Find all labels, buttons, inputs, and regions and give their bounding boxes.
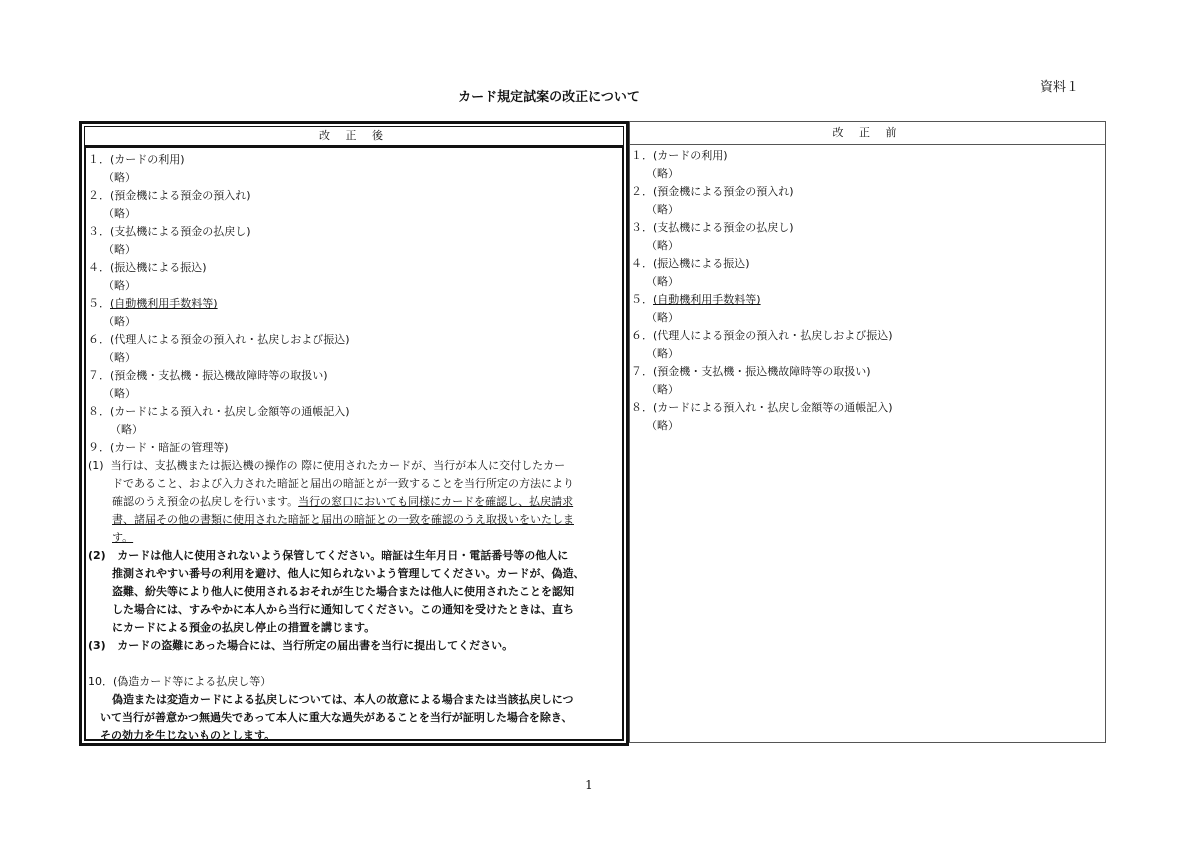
section-title-underlined: (自動機利用手数料等) bbox=[110, 297, 218, 310]
section-heading bbox=[631, 291, 1103, 309]
section-omitted: （略） bbox=[103, 387, 136, 400]
item-text: 盗難、紛失等により他人に使用されるおそれが生じた場合または他人に使用されたことを認知 bbox=[112, 585, 574, 598]
spacer bbox=[88, 655, 620, 673]
item-text-underlined: す。 bbox=[112, 531, 134, 544]
item-label: (2) bbox=[88, 549, 106, 562]
section-title-underlined: (自動機利用手数料等) bbox=[653, 293, 761, 306]
section-number: ５． bbox=[88, 297, 110, 310]
section-heading: ２．(預金機による預金の預入れ) bbox=[88, 189, 251, 202]
section10-heading: 10．(偽造カード等による払戻し等） bbox=[88, 675, 272, 688]
comparison-table bbox=[79, 121, 1106, 746]
section-omitted: （略） bbox=[646, 203, 679, 216]
item-text: にカードによる預金の払戻し停止の措置を講じます。 bbox=[112, 621, 376, 634]
column-header-before bbox=[630, 122, 1105, 145]
section-omitted: （略） bbox=[103, 171, 136, 184]
section-heading: ７．(預金機・支払機・振込機故障時等の取扱い) bbox=[631, 365, 871, 378]
item-label: (1) bbox=[88, 459, 104, 472]
before-text bbox=[631, 147, 1103, 435]
section-omitted: （略） bbox=[110, 423, 143, 436]
item-text-underlined: 当行の窓口においても同様にカードを確認し、払戻請求 bbox=[298, 495, 574, 508]
section-heading: ４．(振込機による振込) bbox=[631, 257, 750, 270]
section9-heading: ９．(カード・暗証の管理等) bbox=[88, 441, 229, 454]
section-heading: ３．(支払機による預金の払戻し) bbox=[88, 225, 251, 238]
section-heading: ４．(振込機による振込) bbox=[88, 261, 207, 274]
item-text: いて当行が善意かつ無過失であって本人に重大な過失があることを当行が証明した場合を除き、 bbox=[100, 711, 573, 724]
item-text: した場合には、すみやかに本人から当行に通知してください。この通知を受けたときは、直ち bbox=[112, 603, 574, 616]
section-omitted: （略） bbox=[103, 243, 136, 256]
section-heading: ２．(預金機による預金の預入れ) bbox=[631, 185, 794, 198]
column-header-after bbox=[84, 126, 624, 146]
section-omitted: （略） bbox=[646, 239, 679, 252]
page-title: カード規定試案の改正について bbox=[458, 90, 640, 105]
section-heading: １．(カードの利用) bbox=[88, 153, 185, 166]
item-text: 偽造または変造カードによる払戻しについては、本人の故意による場合または当該払戻しにつ bbox=[112, 693, 574, 706]
item-text: 推測されやすい番号の利用を避け、他人に知られないよう管理してください。カードが、偽造、 bbox=[112, 567, 585, 580]
column-header-after-label: 改 正 後 bbox=[319, 129, 389, 142]
section9-item2 bbox=[88, 547, 620, 637]
section-heading: ８．(カードによる預入れ・払戻し金額等の通帳記入) bbox=[88, 405, 350, 418]
item-text: ドであること、および入力された暗証と届出の暗証とが一致することを当行所定の方法により bbox=[112, 477, 574, 490]
item-label: (3) bbox=[88, 639, 106, 652]
column-before-revision bbox=[629, 121, 1106, 743]
column-header-before-label: 改 正 前 bbox=[832, 126, 903, 139]
section-omitted: （略） bbox=[646, 311, 679, 324]
section-number: ５． bbox=[631, 293, 653, 306]
item-text: その効力を生じないものとします。 bbox=[100, 729, 276, 742]
section-heading: ８．(カードによる預入れ・払戻し金額等の通帳記入) bbox=[631, 401, 893, 414]
item-text: 確認のうえ預金の払戻しを行います。 bbox=[112, 495, 299, 508]
column-after-revision bbox=[79, 121, 629, 746]
after-text bbox=[88, 151, 620, 745]
section-omitted: （略） bbox=[646, 383, 679, 396]
item-text: カードの盗難にあった場合には、当行所定の届出書を当行に提出してください。 bbox=[117, 639, 514, 652]
item-text: 当行は、支払機または振込機の操作の 際に使用されたカードが、当行が本人に交付したカー bbox=[110, 459, 566, 472]
section9-item1 bbox=[88, 457, 620, 547]
section-omitted: （略） bbox=[103, 207, 136, 220]
section-omitted: （略） bbox=[103, 279, 136, 292]
section-omitted: （略） bbox=[103, 351, 136, 364]
section-heading: ３．(支払機による預金の払戻し) bbox=[631, 221, 794, 234]
section-heading bbox=[88, 295, 620, 313]
section-omitted: （略） bbox=[646, 167, 679, 180]
section-heading: ７．(預金機・支払機・振込機故障時等の取扱い) bbox=[88, 369, 328, 382]
section10-body bbox=[88, 691, 620, 745]
page-number: 1 bbox=[585, 778, 593, 792]
section-heading: ６．(代理人による預金の預入れ・払戻しおよび振込) bbox=[631, 329, 893, 342]
section-heading: ６．(代理人による預金の預入れ・払戻しおよび振込) bbox=[88, 333, 350, 346]
item-text-underlined: 書、諸届その他の書類に使用された暗証と届出の暗証との一致を確認のうえ取扱いをいたしま bbox=[112, 513, 574, 526]
item-text: カードは他人に使用されないよう保管してください。暗証は生年月日・電話番号等の他人に bbox=[117, 549, 569, 562]
section9-item3 bbox=[88, 637, 620, 655]
document-label: 資料１ bbox=[1040, 80, 1080, 95]
column-body-after bbox=[84, 146, 624, 741]
section-omitted: （略） bbox=[646, 275, 679, 288]
section-omitted: （略） bbox=[103, 315, 136, 328]
section-omitted: （略） bbox=[646, 347, 679, 360]
section-heading: １．(カードの利用) bbox=[631, 149, 728, 162]
section-omitted: （略） bbox=[646, 419, 679, 432]
